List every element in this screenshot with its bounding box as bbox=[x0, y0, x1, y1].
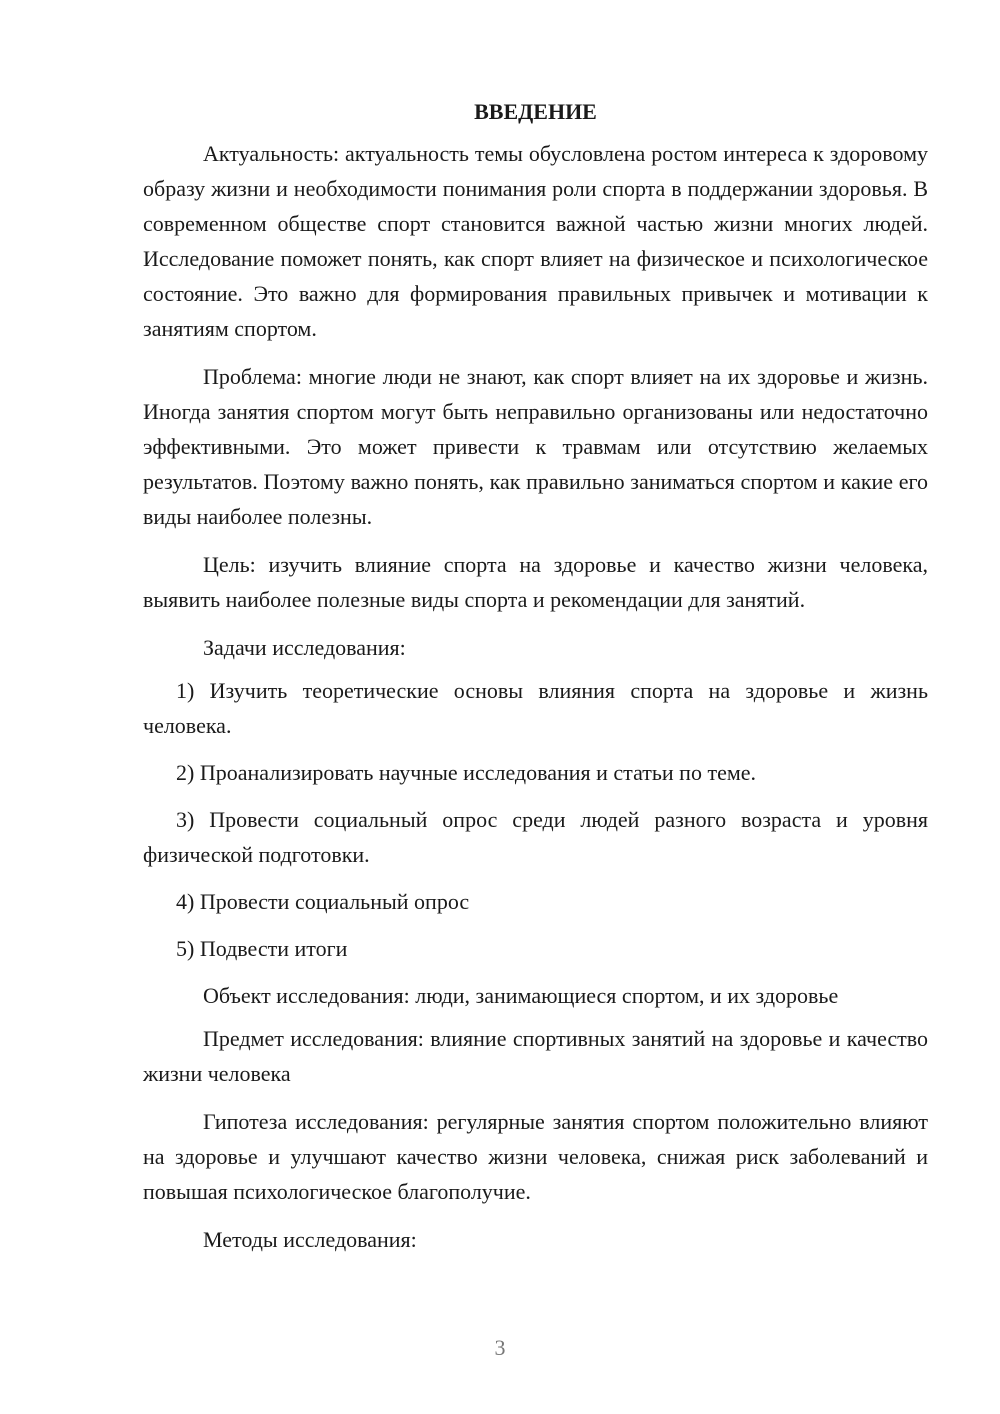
relevance-paragraph: Актуальность: актуальность темы обусловлена ростом интереса к здоровому образу жизни и необходимости понимания роли спорта в поддержании здоровья. В современном обществе спорт становится важной частью жизни многих людей. Исследование поможет понять, как спорт влияет на физическое и психологическое состояние. Это важно для формирования правильных привычек и мотивации к занятиям спортом. bbox=[143, 141, 928, 341]
subject-paragraph: Предмет исследования: влияние спортивных занятий на здоровье и качество жизни человека bbox=[143, 1026, 928, 1086]
tasks-heading: Задачи исследования: bbox=[203, 635, 406, 660]
hypothesis-paragraph: Гипотеза исследования: регулярные занятия спортом положительно влияют на здоровье и улучшают качество жизни человека, снижая риск заболеваний и повышая психологическое благополучие. bbox=[143, 1109, 928, 1204]
page-number: 3 bbox=[494, 1335, 506, 1360]
task-item: 3) Провести социальный опрос среди людей разного возраста и уровня физической подготовки. bbox=[143, 807, 928, 867]
page-title: ВВЕДЕНИЕ bbox=[474, 99, 597, 124]
problem-paragraph: Проблема: многие люди не знают, как спорт влияет на их здоровье и жизнь. Иногда занятия спортом могут быть неправильно организованы или недостаточно эффективными. Это может привести к травмам или отсутствию желаемых результатов. Поэтому важно понять, как правильно заниматься спортом и какие его виды наиболее полезны. bbox=[143, 364, 928, 529]
goal-paragraph: Цель: изучить влияние спорта на здоровье и качество жизни человека, выявить наиболее полезные виды спорта и рекомендации для занятий. bbox=[143, 552, 928, 612]
tasks-list bbox=[143, 673, 928, 966]
task-item: 4) Провести социальный опрос bbox=[176, 889, 470, 914]
page-content bbox=[143, 96, 928, 1270]
object-paragraph: Объект исследования: люди, занимающиеся спортом, и их здоровье bbox=[203, 983, 839, 1008]
task-item: 5) Подвести итоги bbox=[176, 936, 348, 961]
task-item: 1) Изучить теоретические основы влияния спорта на здоровье и жизнь человека. bbox=[143, 678, 928, 738]
task-item: 2) Проанализировать научные исследования и статьи по теме. bbox=[176, 760, 757, 785]
methods-heading: Методы исследования: bbox=[203, 1227, 417, 1252]
